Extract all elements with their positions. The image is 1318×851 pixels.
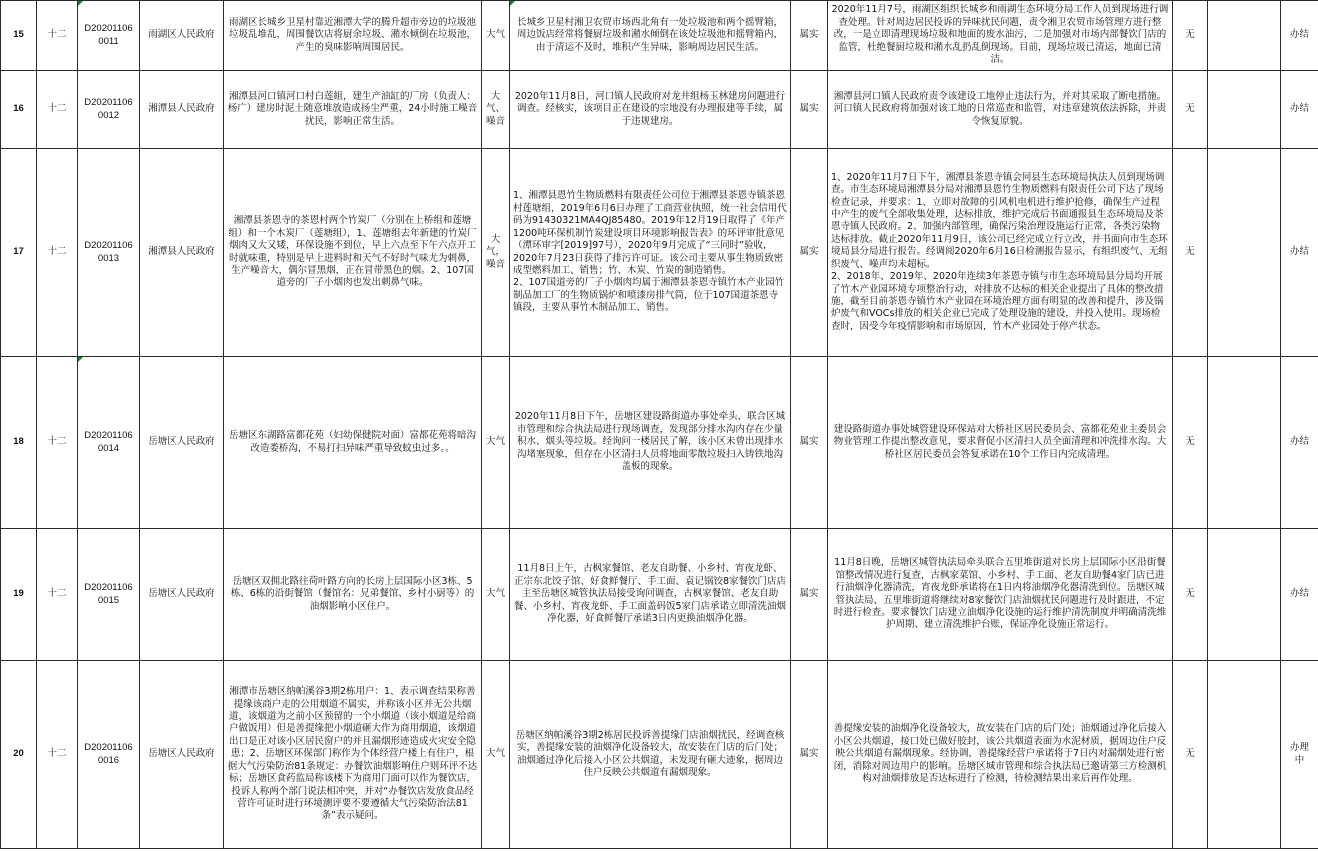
complaint-content: 湘潭县河口镇河口村白莲組，建生产油缸的厂房（负责人：杨广）建房时泥土随意堆放造成扬尘严重，24小时施工噪音扰民，影响正常生活。 [224,71,482,149]
district-cell: 岳塘区人民政府 [140,661,224,849]
complaint-code: D20201106 0016 [78,661,140,849]
row-number: 19 [1,529,37,661]
handling-result: 11月8日晚，岳塘区城管执法局牵头联合五里堆街道对长房上层国际小区沿街餐馆整改情况进行复查，古枫家菜馆、小乡村、手工面、老友自助餐4家门店已进行油烟净化器清洗，宵夜龙虾承诺将在1日内将油烟净化器清洗到位。岳塘区城管执法局、五里堆街道将继续对8家餐饮门店油烟扰民问题进行及时跟进，不定时进行检查。要求餐饮门店建立油烟净化设施的运行维护清洗制度并明确清洗维护周期、建立清洗维护台账，保证净化设施正常运行。 [828,529,1173,661]
blank-cell [1208,357,1281,529]
verdict-cell: 属实 [791,661,828,849]
verdict-cell: 属实 [791,1,828,71]
complaint-content: 雨湖区长城乡卫星村靠近湘潭大学的腾升超市旁边的垃圾池垃圾乱堆乱，周围餐饮店将厨余垃圾、潲水倾倒在垃圾池，产生的臭味影响周围居民。 [224,1,482,71]
status-cell: 办结 [1281,529,1318,661]
blank-cell [1208,149,1281,357]
batch-number: 十二 [37,1,78,71]
district-cell: 湘潭县人民政府 [140,149,224,357]
district-cell: 岳塘区人民政府 [140,357,224,529]
complaint-content: 湘潭县茶恩寺的茶恩村两个竹炭厂（分别在上桥组和莲塘组）和一个木炭厂（莲塘组），1、莲塘组去年新建的竹炭厂烟肉又大又矮，环保设施不到位，早上六点至下午六点开工时就味重，特别是早上进料时和天气不好时气味尤为刺鼻，生产噪音大，偶尔冒黑烟，正在冒带黑色的烟。2、107国道旁的厂子小烟肉也发出刺鼻气味。 [224,149,482,357]
handling-result: 善提缘安装的油烟净化设备较大，故安装在门店的后门处；油烟通过净化后接入小区公共烟道，接口处已做好胶封，该公共烟道表面为水泥材质，据周边住户反映公共烟道有漏烟现象。经协调，善提缘经营户承诺将于7日内对漏烟处进行密闭，消除对周边用户的影响。岳塘区城市管理和综合执法局已邀请第三方检测机构对油烟排放是否达标进行了检测，待检测结果出来后再作处理。 [828,661,1173,849]
investigation-result: 11月8日上午，古枫家餐馆、老友自助餐、小乡村、宵夜龙虾、正宗东北饺子馆、好食鲜餐厅、手工面、袁记锅饺8家餐饮门店店主至岳塘区城管执法局接受询问调查，古枫家餐馆、老友自助餐、小乡村、宵夜龙虾、手工面盖码饭5家门店承诺立即清洗油烟净化器，好食鲜餐厅承诺3日内更换油烟净化器。 [510,529,791,661]
batch-number: 十二 [37,661,78,849]
blank-cell [1208,1,1281,71]
verdict-cell: 属实 [791,149,828,357]
pollution-type: 大气 [482,1,510,71]
complaint-content: 湘潭市岳塘区纳帕溪谷3期2栋用户：1、表示调查结果称善提缘该商户走的公用烟道不属实，并称该小区并无公共烟道，该烟道为之前小区预留的一个小烟道（该小烟道是给商户做饭用）但是善提缘把小烟道砸大作为商用烟道，该烟道出口是正对该小区居民窗户的并且漏烟形迹造成火灾安全隐患；2、岳塘区环保部门称作为个体经营户楼上有住户，根据大气污染防治81条规定：办餐饮油烟影响住户则环评不达标；岳塘区食药监局称该楼下为商用门面可以作为餐饮店，投诉人称两个部门说法相冲突，并对“办餐饮店发放食品经营许可证时进行环境测评要不要遵循大气污染防治法81条”表示疑问。 [224,661,482,849]
table-row [1,357,1318,529]
pollution-type: 大气 [482,357,510,529]
status-cell: 办结 [1281,149,1318,357]
investigation-result: 1、湘潭县恩竹生物质燃料有限责任公司位于湘潭县茶恩寺镇茶恩村莲塘组，2019年6月6日办理了工商营业执照，统一社会信用代码为91430321MA4QJ85480。2019年12月19日取得了《年产1200吨环保机制竹炭建设项目环境影响报告表》的环评审批意见（潭环审字[2019]97号），2020年9月完成了“三同时”验收，2020年7月23日获得了排污许可证。该公司主要从事生物质致密成型燃料加工、销售；竹、木炭、竹炭的制造销售。 2、107国道旁的厂子小烟肉均属于湘潭县茶恩寺镇竹木产业园竹制品加工厂的生物质锅炉和喷漆房排气筒，位于107国道茶恩寺镇段，主要从事竹木制品加工、销售。 [510,149,791,357]
table-row [1,529,1318,661]
verdict-cell: 属实 [791,529,828,661]
blank-cell [1208,529,1281,661]
table-row [1,1,1318,71]
investigation-result: 长城乡卫星村湘卫农贸市场西北角有一处垃圾池和两个摇臂箱，周边饭店经常将餐厨垃圾和潲水倾倒在该处垃圾池和摇臂箱内，由于清运不及时，堆积产生异味，影响周边居民生活。 [510,1,791,71]
investigation-result: 岳塘区纳帕溪谷3期2栋居民投诉善提缘门店油烟扰民，经调查核实，善提缘安装的油烟净化设备较大，故安装在门店的后门处；油烟通过净化后接入小区公共烟道，未发现有砸大迹象，据周边住户反映公共烟道有漏烟现象。 [510,661,791,849]
pollution-type: 大 气， 噪音 [482,149,510,357]
complaint-code: D20201106 0015 [78,529,140,661]
status-cell: 办理 中 [1281,661,1318,849]
cell-marker-icon [78,357,83,362]
complaint-code: D20201106 0013 [78,149,140,357]
investigation-result: 2020年11月8日下午，岳塘区建设路街道办事处牵头，联合区城市管理和综合执法局进行现场调查，发现部分排水沟内存在少量积水、烟头等垃圾。经询问一楼居民了解，该小区未曾出现排水沟堵塞现象，但存在小区清扫人员将地面零散垃圾扫入铸铁地沟盖板的现象。 [510,357,791,529]
handling-result: 湘潭县河口镇人民政府责令该建设工地停止违法行为，并对其采取了断电措施。河口镇人民政府将加强对该工地的日常巡查和监管，对违章建筑依法拆除，并责令恢复原貌。 [828,71,1173,149]
district-cell: 湘潭县人民政府 [140,71,224,149]
handling-result: 2020年11月7号，雨湖区组织长城乡和雨湖生态环境分局工作人员到现场进行调查处理。针对周边居民投诉的异味扰民问题，责令湘卫农贸市场管理方进行整改，一是立即清理现场垃圾和地面的废水油污，二是加强对市场内部餐饮门店的监管，杜绝餐厨垃圾和潲水乱扔乱倒现场。目前，现场垃圾已清运，地面已清洁。 [828,1,1173,71]
investigation-result: 2020年11月8日，河口镇人民政府对龙井组杨玉林建房问题进行调查。经核实，该项目正在建设的宗地没有办理报建等手续，属于违规建房。 [510,71,791,149]
complaint-code: D20201106 0011 [78,1,140,71]
blank-cell [1208,71,1281,149]
batch-number: 十二 [37,529,78,661]
table-row [1,71,1318,149]
accountability-cell: 无 [1173,71,1208,149]
complaint-code: D20201106 0012 [78,71,140,149]
table-row [1,149,1318,357]
complaint-code: D20201106 0014 [78,357,140,529]
blank-cell [1208,661,1281,849]
accountability-cell: 无 [1173,357,1208,529]
row-number: 18 [1,357,37,529]
handling-result: 建设路街道办事处城管建设环保站对大桥社区居民委员会、富都花苑业主委员会物业管理工作提出整改意见，要求督促小区清扫人员全面清理和冲洗排水沟。大桥社区居民委员会答复承诺在10个工作日内完成清理。 [828,357,1173,529]
accountability-cell: 无 [1173,1,1208,71]
pollution-type: 大 气、 噪音 [482,71,510,149]
accountability-cell: 无 [1173,149,1208,357]
status-cell: 办结 [1281,1,1318,71]
row-number: 17 [1,149,37,357]
accountability-cell: 无 [1173,529,1208,661]
row-number: 16 [1,71,37,149]
district-cell: 雨湖区人民政府 [140,1,224,71]
handling-result: 1、2020年11月7日下午，湘潭县茶恩寺镇会同县生态环境局执法人员到现场调查。市生态环境局湘潭县分局对湘潭县恩竹生物质燃料有限责任公司下达了现场检查记录，并要求：1、立即对故障的引风机电机进行维护抢修，确保生产过程中产生的废气全部收集处理，达标排放，维护完成后书面通报县生态环境局及茶恩寺镇人民政府。2、加强内部管理，确保污染治理设施运行正常，各类污染物达标排放。截止2020年11月9日，该公司已经完成立行立改，并书面向市生态环境局县分局进行报告。经调阅2020年6月16日检测报告显示，有组织废气、无组织废气、噪声均未超标。 2、2018年、2019年、2020年连续3年茶恩寺镇与市生态环境局县分局均开展了竹木产业园环境专项整治行动，对排放不达标的相关企业提出了具体的整改措施，截至目前茶恩寺镇竹木产业园在环境治理方面有明显的改善和提升，涉及锅炉废气和VOCs排放的相关企业已完成了处理设施的建设，并投入使用。现场检查时，因受今年疫情影响和市场原因，竹木产业园处于停产状态。 [828,149,1173,357]
status-cell: 办结 [1281,357,1318,529]
district-cell: 岳塘区人民政府 [140,529,224,661]
table-row [1,661,1318,849]
pollution-type: 大气 [482,529,510,661]
complaint-content: 岳塘区东湖路富都花苑（妇幼保健院对面）富都花苑将暗沟改造娄桥沟，不易打扫异味严重导致蚊虫过多。。 [224,357,482,529]
cell-marker-icon [510,1,515,6]
cell-marker-icon [78,1,83,6]
batch-number: 十二 [37,149,78,357]
verdict-cell: 属实 [791,71,828,149]
row-number: 20 [1,661,37,849]
complaint-content: 岳塘区双拥北路往荷叶路方向的长房上层国际小区3栋、5栋、6栋的沿街餐馆（餐馆名：兄弟餐馆、乡村小厨等）的油烟影响小区住户。 [224,529,482,661]
accountability-cell: 无 [1173,661,1208,849]
batch-number: 十二 [37,71,78,149]
batch-number: 十二 [37,357,78,529]
pollution-type: 大气 [482,661,510,849]
status-cell: 办结 [1281,71,1318,149]
row-number: 15 [1,1,37,71]
verdict-cell: 属实 [791,357,828,529]
